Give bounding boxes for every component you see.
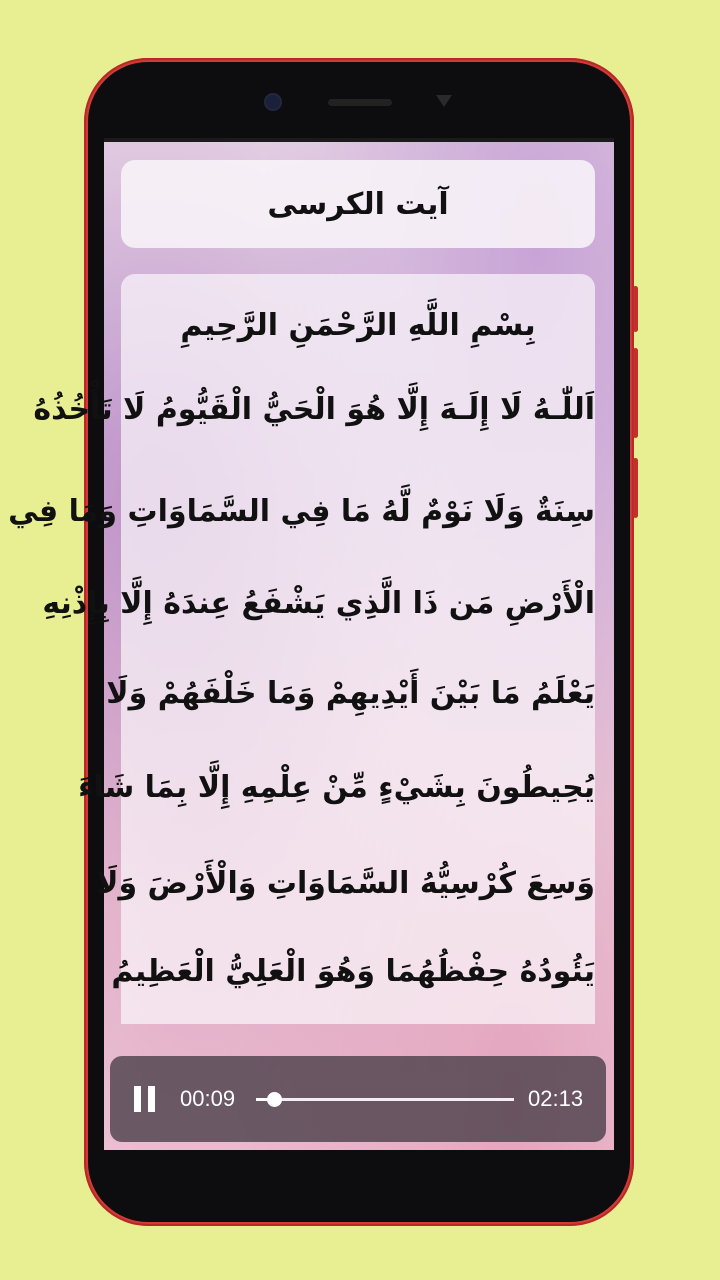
total-time: 02:13 [528, 1086, 584, 1111]
verse-line: اَللّٰـهُ لَا إِلَـهَ إِلَّا هُوَ الْحَيُّ الْقَيُّومُ لَا تَأْخُذُهُ [33, 392, 595, 427]
seek-bar[interactable] [256, 1098, 514, 1101]
front-camera-icon [266, 95, 280, 109]
elapsed-time: 00:09 [180, 1086, 236, 1111]
title-card [121, 160, 595, 248]
proximity-sensor [436, 95, 452, 107]
pause-icon[interactable] [134, 1086, 156, 1112]
verse-line: يَئُودُهُ حِفْظُهُمَا وَهُوَ الْعَلِيُّ الْعَظِيمُ [111, 954, 595, 989]
verse-line: يَعْلَمُ مَا بَيْنَ أَيْدِيهِمْ وَمَا خَلْفَهُمْ وَلَا [106, 676, 595, 711]
seek-thumb[interactable] [267, 1092, 282, 1107]
earpiece-speaker [328, 99, 392, 106]
power-button [633, 458, 638, 518]
volume-down-button [633, 348, 638, 438]
verse-card[interactable] [8, 274, 595, 1024]
verse-line: وَسِعَ كُرْسِيُّهُ السَّمَاوَاتِ وَالْأَرْضَ وَلَا [96, 866, 595, 901]
status-bar [104, 138, 614, 142]
verse-line: يُحِيطُونَ بِشَيْءٍ مِّنْ عِلْمِهِ إِلَّا بِمَا شَاءَ [78, 770, 595, 805]
volume-up-button [633, 286, 638, 332]
audio-player [110, 1056, 606, 1142]
verse-line: الْأَرْضِ مَن ذَا الَّذِي يَشْفَعُ عِندَهُ إِلَّا بِإِذْنِهِ [42, 586, 595, 621]
page-title: آیت الکرسی [267, 186, 449, 222]
app-screen [8, 138, 614, 1150]
verse-line: بِسْمِ اللَّهِ الرَّحْمَنِ الرَّحِيمِ [180, 308, 536, 343]
verse-line: سِنَةٌ وَلَا نَوْمٌ لَّهُ مَا فِي السَّمَاوَاتِ وَمَا فِي [8, 494, 595, 529]
